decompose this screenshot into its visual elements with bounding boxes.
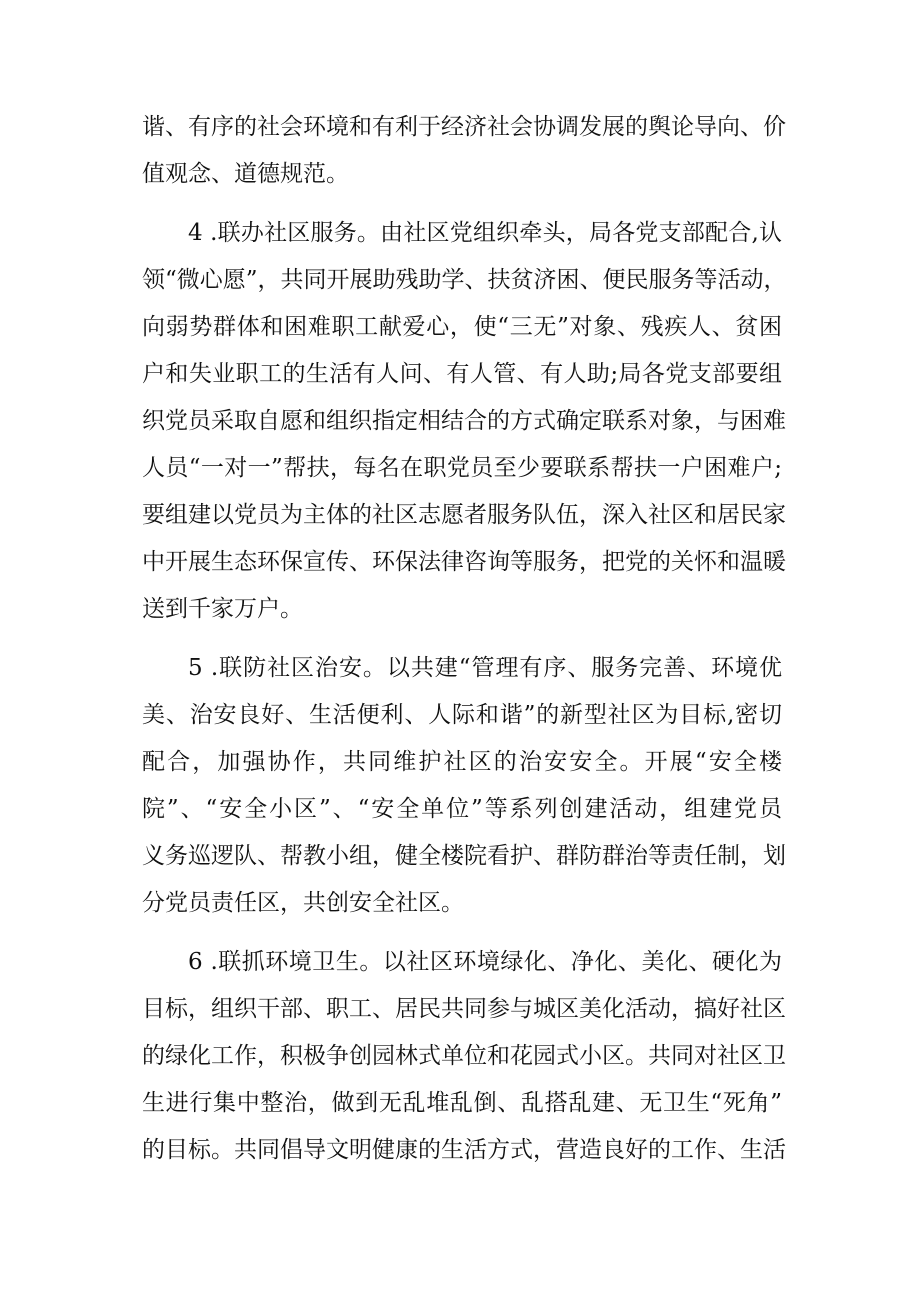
text-line: 中开展生态环保宣传、环保法律咨询等服务，把党的关怀和温暖 [142,549,786,575]
text-line: 配合，加强协作，共同维护社区的治安安全。开展“安全楼 [142,749,782,775]
text-line: 户和失业职工的生活有人问、有人管、有人助;局各党支部要组 [142,361,782,387]
text-line: 谐、有序的社会环境和有利于经济社会协调发展的舆论导向、价 [142,114,786,140]
paragraph-continued [142,104,786,198]
text-line: 领“微心愿”，共同开展助残助学、扶贫济困、便民服务等活动， [142,267,787,293]
text-line: 目标，组织干部、职工、居民共同参与城区美化活动，搞好社区 [142,996,786,1022]
text-line: 织党员采取自愿和组织指定相结合的方式确定联系对象，与困难 [142,408,786,434]
text-line: 5 .联防社区治安。以共建“管理有序、服务完善、环境优 [188,655,782,681]
paragraph-item-4 [142,210,787,633]
text-line: 义务巡逻队、帮教小组，健全楼院看护、群防群治等责任制，划 [142,843,786,869]
text-line: 分党员责任区，共创安全社区。 [142,890,464,916]
text-line: 值观念、道德规范。 [142,161,349,187]
paragraph-gap [142,633,782,645]
text-line: 的目标。共同倡导文明健康的生活方式，营造良好的工作、生活 [142,1137,786,1163]
text-line: 生进行集中整治，做到无乱堆乱倒、乱搭乱建、无卫生“死角” [142,1090,782,1116]
text-line: 的绿化工作，积极争创园林式单位和花园式小区。共同对社区卫 [142,1043,786,1069]
paragraph-item-5 [142,645,786,927]
text-line: 4 .联办社区服务。由社区党组织牵头，局各党支部配合,认 [188,220,782,246]
text-line: 人员“一对一”帮扶，每名在职党员至少要联系帮扶一户困难户; [142,455,782,481]
document-page [142,104,787,1174]
text-line: 向弱势群体和困难职工献爱心，使“三无”对象、残疾人、贫困 [142,314,782,340]
text-line: 美、治安良好、生活便利、人际和谐”的新型社区为目标,密切 [142,702,782,728]
paragraph-gap [142,198,782,210]
text-line: 6 .联抓环境卫生。以社区环境绿化、净化、美化、硬化为 [188,949,782,975]
text-line: 院”、“安全小区”、“安全单位”等系列创建活动，组建党员 [142,796,782,822]
paragraph-gap [142,927,782,939]
paragraph-item-6 [142,939,786,1174]
text-line: 送到千家万户。 [142,596,303,622]
text-line: 要组建以党员为主体的社区志愿者服务队伍，深入社区和居民家 [142,502,786,528]
